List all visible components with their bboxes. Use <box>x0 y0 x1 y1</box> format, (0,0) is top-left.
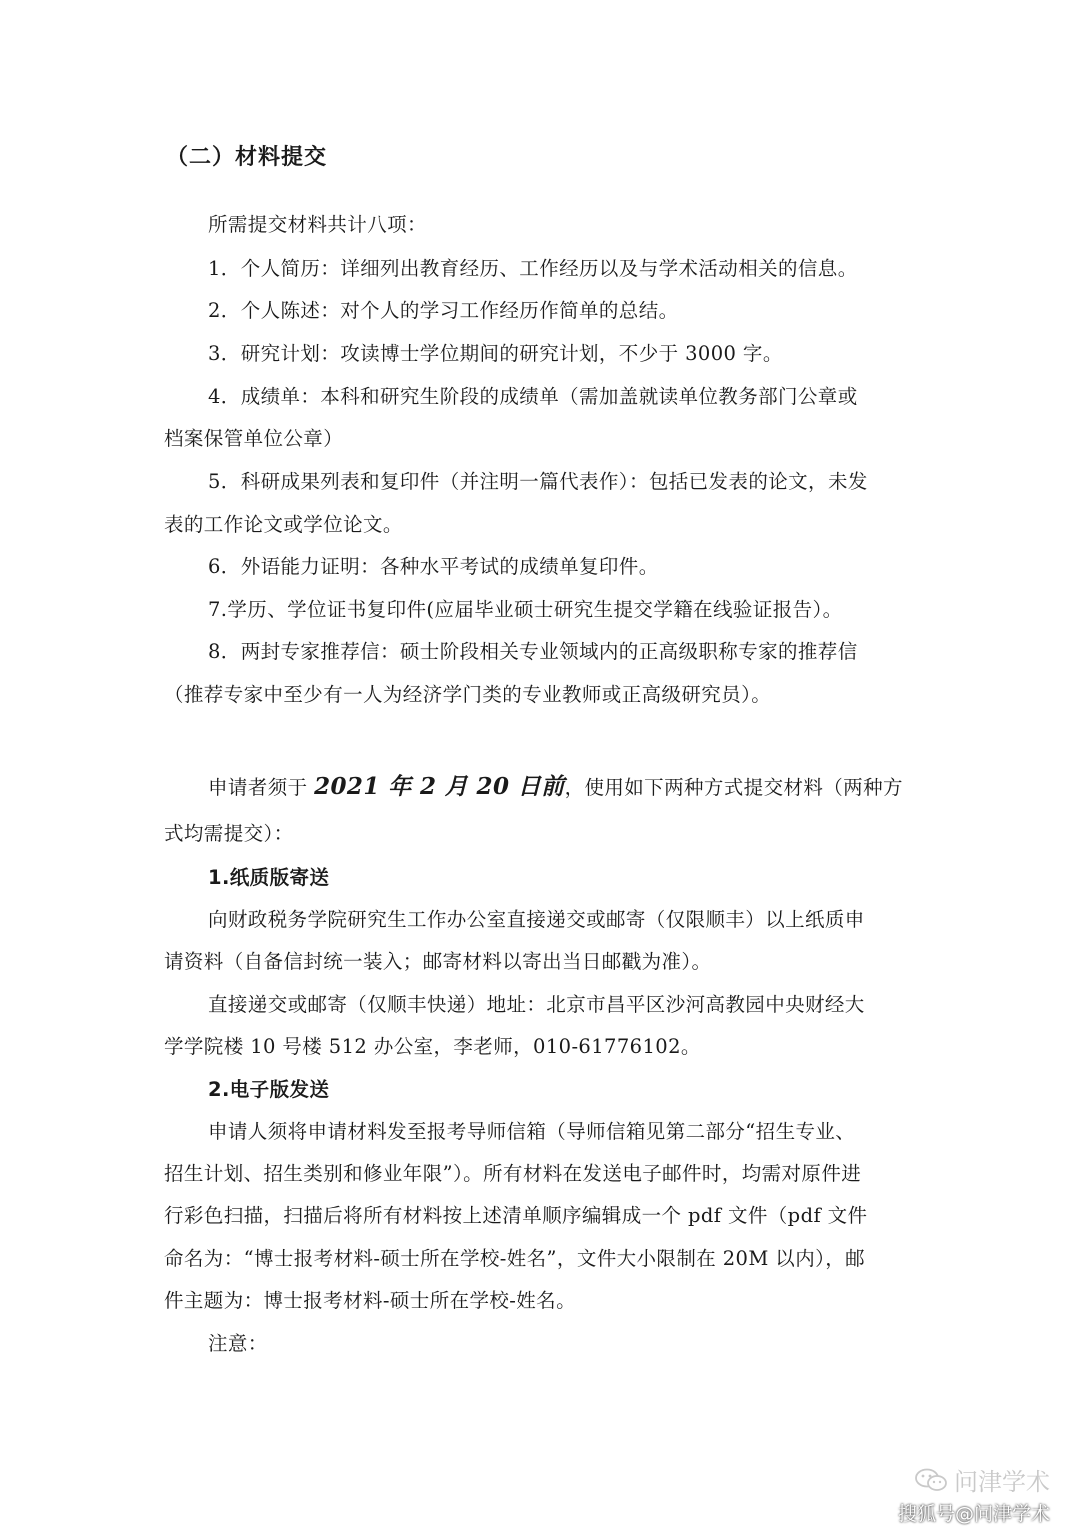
paper-text-1: 向财政税务学院研究生工作办公室直接递交或邮寄（仅限顺丰）以上纸质申 <box>208 908 865 931</box>
list-item-7: 7.学历、学位证书复印件(应届毕业硕士研究生提交学籍在线验证报告）。 <box>208 598 843 621</box>
deadline-date: 2021 年 2 月 20 日前 <box>314 773 565 800</box>
electronic-submission-title: 2.电子版发送 <box>208 1078 330 1101</box>
electronic-text-5: 件主题为：博士报考材料-硕士所在学校-姓名。 <box>164 1289 576 1312</box>
deadline-prefix: 申请者须于 <box>208 776 315 799</box>
deadline-cont: 式均需提交）： <box>164 822 294 845</box>
paper-submission-title: 1.纸质版寄送 <box>208 866 330 889</box>
electronic-text-2: 招生计划、招生类别和修业年限”）。所有材料在发送电子邮件时，均需对原件进 <box>164 1162 862 1185</box>
electronic-text-1: 申请人须将申请材料发至报考导师信箱（导师信箱见第二部分“招生专业、 <box>208 1120 856 1143</box>
deadline-suffix: ，使用如下两种方式提交材料（两种方 <box>564 776 903 799</box>
list-item-5-cont: 表的工作论文或学位论文。 <box>164 513 403 536</box>
paper-text-1-cont: 请资料（自备信封统一装入；邮寄材料以寄出当日邮戳为准）。 <box>164 950 712 973</box>
list-item-1: 1．个人简历：详细列出教育经历、工作经历以及与学术活动相关的信息。 <box>208 257 858 280</box>
paper-address: 直接递交或邮寄（仅顺丰快递）地址：北京市昌平区沙河高教园中央财经大 <box>208 993 865 1016</box>
list-item-3: 3．研究计划：攻读博士学位期间的研究计划，不少于 3000 字。 <box>208 342 783 365</box>
watermark-brand: 问津学术 <box>954 1468 1050 1496</box>
section-heading: （二）材料提交 <box>166 145 328 170</box>
list-item-8: 8．两封专家推荐信：硕士阶段相关专业领域内的正高级职称专家的推荐信 <box>208 640 858 663</box>
list-item-8-cont: （推荐专家中至少有一人为经济学门类的专业教师或正高级研究员）。 <box>164 683 772 706</box>
wechat-icon <box>914 1468 948 1492</box>
watermark <box>898 1462 1050 1526</box>
electronic-text-3: 行彩色扫描，扫描后将所有材料按上述清单顺序编辑成一个 pdf 文件（pdf 文件 <box>164 1204 868 1227</box>
list-item-4: 4．成绩单：本科和研究生阶段的成绩单（需加盖就读单位教务部门公章或 <box>208 385 858 408</box>
deadline-paragraph <box>208 768 924 801</box>
intro-text: 所需提交材料共计八项： <box>208 213 427 236</box>
list-item-4-cont: 档案保管单位公章） <box>164 427 344 450</box>
list-item-5: 5．科研成果列表和复印件（并注明一篇代表作）：包括已发表的论文，未发 <box>208 470 868 493</box>
list-item-6: 6．外语能力证明：各种水平考试的成绩单复印件。 <box>208 555 659 578</box>
electronic-text-4: 命名为：“博士报考材料-硕士所在学校-姓名”，文件大小限制在 20M 以内），邮 <box>164 1247 866 1270</box>
watermark-source: 搜狐号@问津学术 <box>897 1503 1050 1525</box>
note-label: 注意： <box>208 1332 268 1355</box>
list-item-2: 2．个人陈述：对个人的学习工作经历作简单的总结。 <box>208 299 679 322</box>
paper-address-cont: 学学院楼 10 号楼 512 办公室，李老师，010-61776102。 <box>164 1035 701 1058</box>
